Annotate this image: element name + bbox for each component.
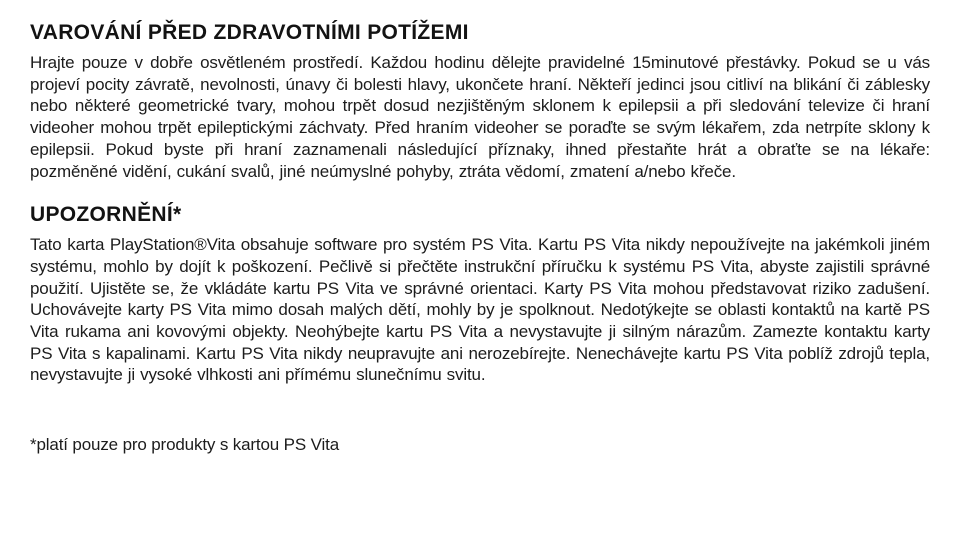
health-warning-section: [30, 21, 930, 182]
health-warning-heading: VAROVÁNÍ PŘED ZDRAVOTNÍMI POTÍŽEMI: [30, 21, 469, 44]
notice-heading: UPOZORNĚNÍ*: [30, 203, 182, 227]
notice-body: Tato karta PlayStation®Vita obsahuje software pro systém PS Vita. Kartu PS Vita nikdy nepoužívejte na jakémkoli jiném systému, mohlo by dojít k poškození. Pečlivě si přečtěte instrukční příručku k systému PS Vita, abyste zajistili správné použití. Ujistěte se, že vkládáte kartu PS Vita ve správné orientaci. Karty PS Vita mohou představovat riziko zadušení. Uchovávejte karty PS Vita mimo dosah malých dětí, mohly by je spolknout. Nedotýkejte se oblasti kontaktů na kartě PS Vita rukama ani kovovými objekty. Neohýbejte kartu PS Vita a nevystavujte ji silným nárazům. Zamezte kontaktu karty PS Vita s kapalinami. Kartu PS Vita nikdy neupravujte ani nerozebírejte. Nenechávejte kartu PS Vita poblíž zdrojů tepla, nevystavujte ji vysoké vlhkosti ani přímému slunečnímu svitu.: [30, 235, 930, 385]
health-warning-body: Hrajte pouze v dobře osvětleném prostředí. Každou hodinu dělejte pravidelné 15minutové přestávky. Pokud se u vás projeví pocity závratě, nevolnosti, únavy či bolesti hlavy, ukončete hraní. Někteří jedinci jsou citliví na blikání či záblesky nebo některé geometrické tvary, mohou trpět dosud nezjištěným sklonem k epilepsii a při sledování televize či hraní videoher mohou trpět epileptickými záchvaty. Před hraním videoher se poraďte se svým lékařem, zda netrpíte sklony k epilepsii. Pokud byste při hraní zaznamenali následující příznaky, ihned přestaňte hrát a obraťte se na lékaře: pozměněné vidění, cukání svalů, jiné neúmyslné pohyby, ztráta vědomí, zmatení a/nebo křeče.: [30, 53, 930, 181]
footnote: *platí pouze pro produkty s kartou PS Vita: [30, 435, 340, 455]
notice-section: [30, 203, 930, 386]
